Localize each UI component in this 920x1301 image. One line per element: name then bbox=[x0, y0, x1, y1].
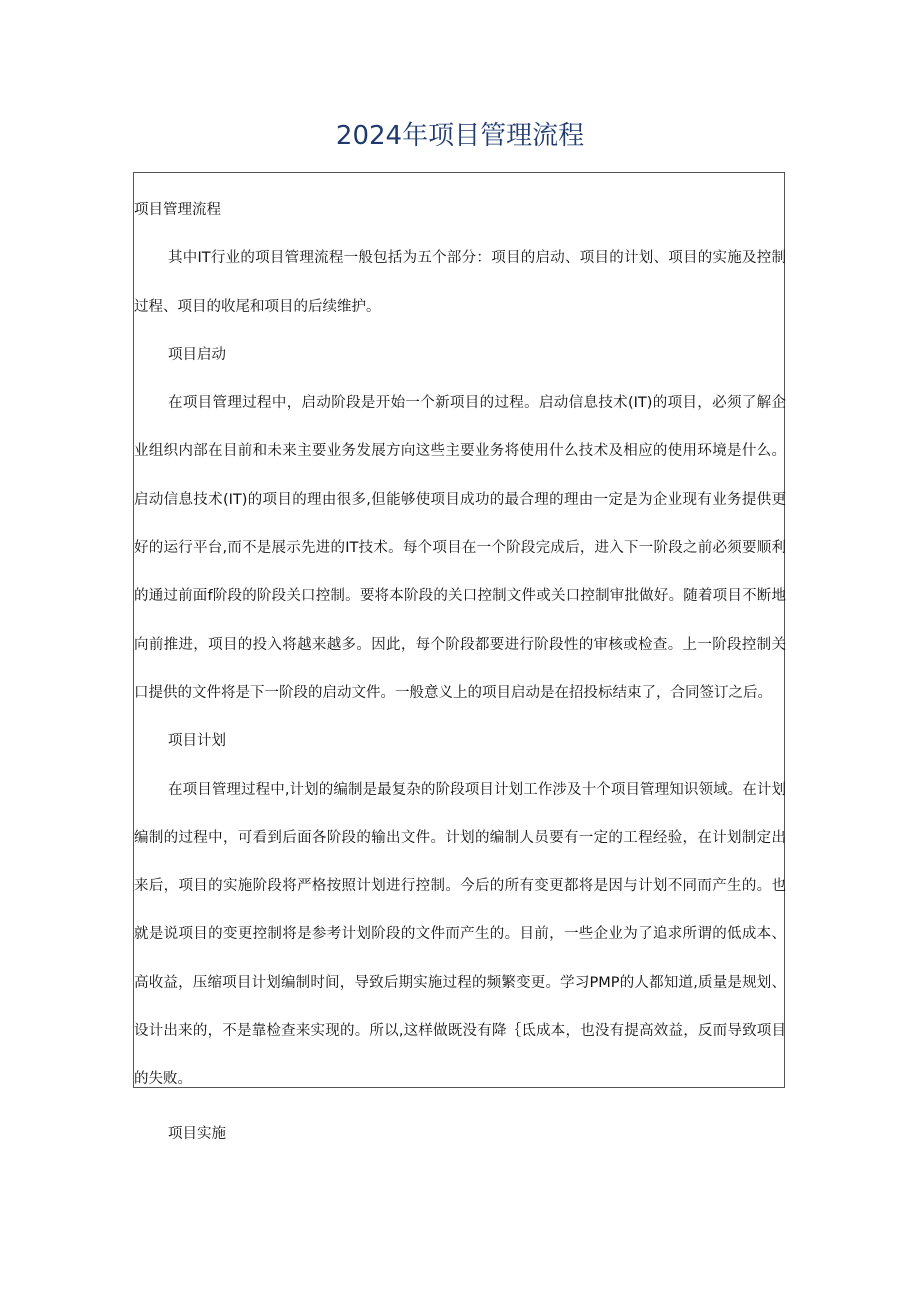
box-heading: 项目管理流程 bbox=[134, 202, 221, 218]
intro-paragraph: 其中IT行业的项目管理流程一般包括为五个部分：项目的启动、项目的计划、项目的实施及控制过程、项目的收尾和项目的后续维护。 bbox=[134, 250, 786, 315]
section-heading-project-planning: 项目计划 bbox=[168, 733, 226, 750]
section-paragraph-project-initiation: 在项目管理过程中，启动阶段是开始一个新项目的过程。启动信息技术(IT)的项目，必须了解企业组织内部在目前和未来主要业务发展方向这些主要业务将使用什么技术及相应的使用环境是什么。启动信息技术(IT)的项目的理由很多,但能够使项目成功的最合理的理由一定是为企业现有业务提供更好的运行平台,而不是展示先进的IT技术。每个项目在一个阶段完成后，进入下一阶段之前必须要顺利的通过前面f阶段的阶段关口控制。要将本阶段的关口控制文件或关口控制审批做好。随着项目不断地向前推进，项目的投入将越来越多。因此，每个阶段都要进行阶段性的审核或检查。上一阶段控制关口提供的文件将是下一阶段的启动文件。一般意义上的项目启动是在招投标结束了，合同签订之后。 bbox=[134, 395, 786, 701]
section-paragraph-project-planning: 在项目管理过程中,计划的编制是最复杂的阶段项目计划工作涉及十个项目管理知识领域。在计划编制的过程中，可看到后面各阶段的输出文件。计划的编制人员要有一定的工程经验，在计划制定出来后，项目的实施阶段将严格按照计划进行控制。今后的所有变更都将是因与计划不同而产生的。也就是说项目的变更控制将是参考计划阶段的文件而产生的。目前，一些企业为了追求所谓的低成本、高收益，压缩项目计划编制时间，导致后期实施过程的频繁变更。学习PMP的人都知道,质量是规划、设计出来的，不是靠检查来实现的。所以,这样做既没有降｛氐成本，也没有提高效益，反而导致项目的失败。 bbox=[134, 781, 786, 1088]
section-heading-project-initiation: 项目启动 bbox=[168, 346, 226, 363]
document-body bbox=[134, 186, 786, 1104]
document-title: 2024年项目管理流程 bbox=[335, 121, 585, 151]
section-heading-project-implementation: 项目实施 bbox=[168, 1126, 226, 1142]
